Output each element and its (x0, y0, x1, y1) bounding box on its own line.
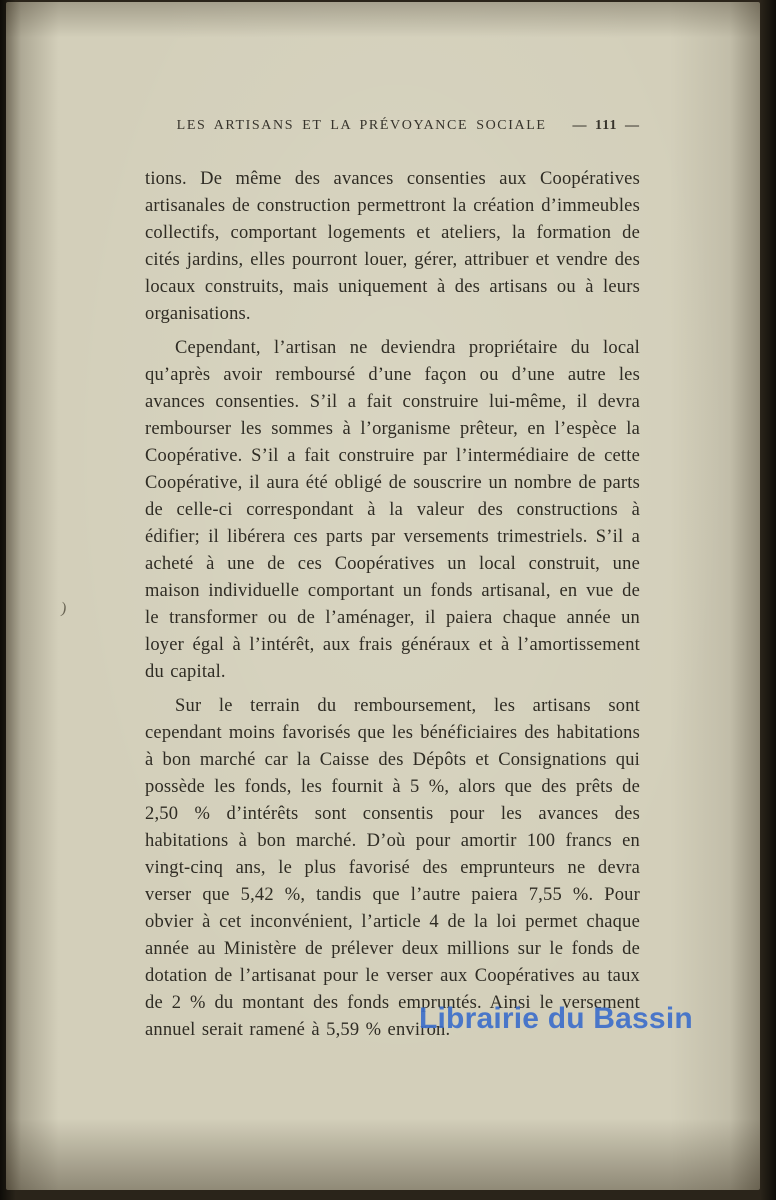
running-head (145, 118, 640, 134)
page-body (145, 166, 640, 1044)
bookseller-watermark: Librairie du Bassin (419, 1002, 693, 1035)
paragraph: Cependant, l’artisan ne deviendra propriétaire du local qu’après avoir remboursé d’une façon ou d’une autre les avances consenties. S’il a fait construire lui-même, il devra rembourser les sommes à l’organisme prêteur, en l’espèce la Coopérative. S’il a fait construire par l’intermédiaire de cette Coopérative, il aura été obligé de souscrire un nombre de parts de celle-ci correspondant à la valeur des constructions à édifier; il libérera ces parts par versements trimestriels. S’il a acheté à une de ces Coopératives un local construit, une maison individuelle comportant un fonds artisanal, en vue de le transformer ou de l’aménager, il paiera chaque année un loyer égal à l’intérêt, aux frais généraux et à l’amortissement du capital. (145, 338, 640, 682)
page-number: — 111 — (572, 118, 640, 133)
paragraph: Sur le terrain du remboursement, les artisans sont cependant moins favorisés que les bénéficiaires des habitations à bon marché car la Caisse des Dépôts et Consignations qui possède les fonds, les fournit à 5 %, alors que des prêts de 2,50 % d’intérêts sont consentis pour les avances des habitations à bon marché. D’où pour amortir 100 francs en vingt-cinq ans, le plus favorisé des emprunteurs ne devra verser que 5,42 %, tandis que l’autre paiera 7,55 %. Pour obvier à cet inconvénient, l’article 4 de la loi permet chaque année au Ministère de prélever deux millions sur le fonds de dotation de l’artisanat pour le verser aux Coopératives au taux de 2 % du montant des fonds empruntés. Ainsi le versement annuel serait ramené à 5,59 % environ. (145, 696, 640, 1040)
running-title: LES ARTISANS ET LA PRÉVOYANCE SOCIALE (176, 118, 547, 133)
paragraph: tions. De même des avances consenties aux Coopératives artisanales de construction permettront la création d’immeubles collectifs, comportant logements et ateliers, la formation de cités jardins, elles pourront louer, gérer, attribuer et vendre des locaux construits, mais uniquement à des artisans ou à leurs organisations. (145, 169, 640, 324)
margin-stray-mark: ) (59, 599, 68, 618)
